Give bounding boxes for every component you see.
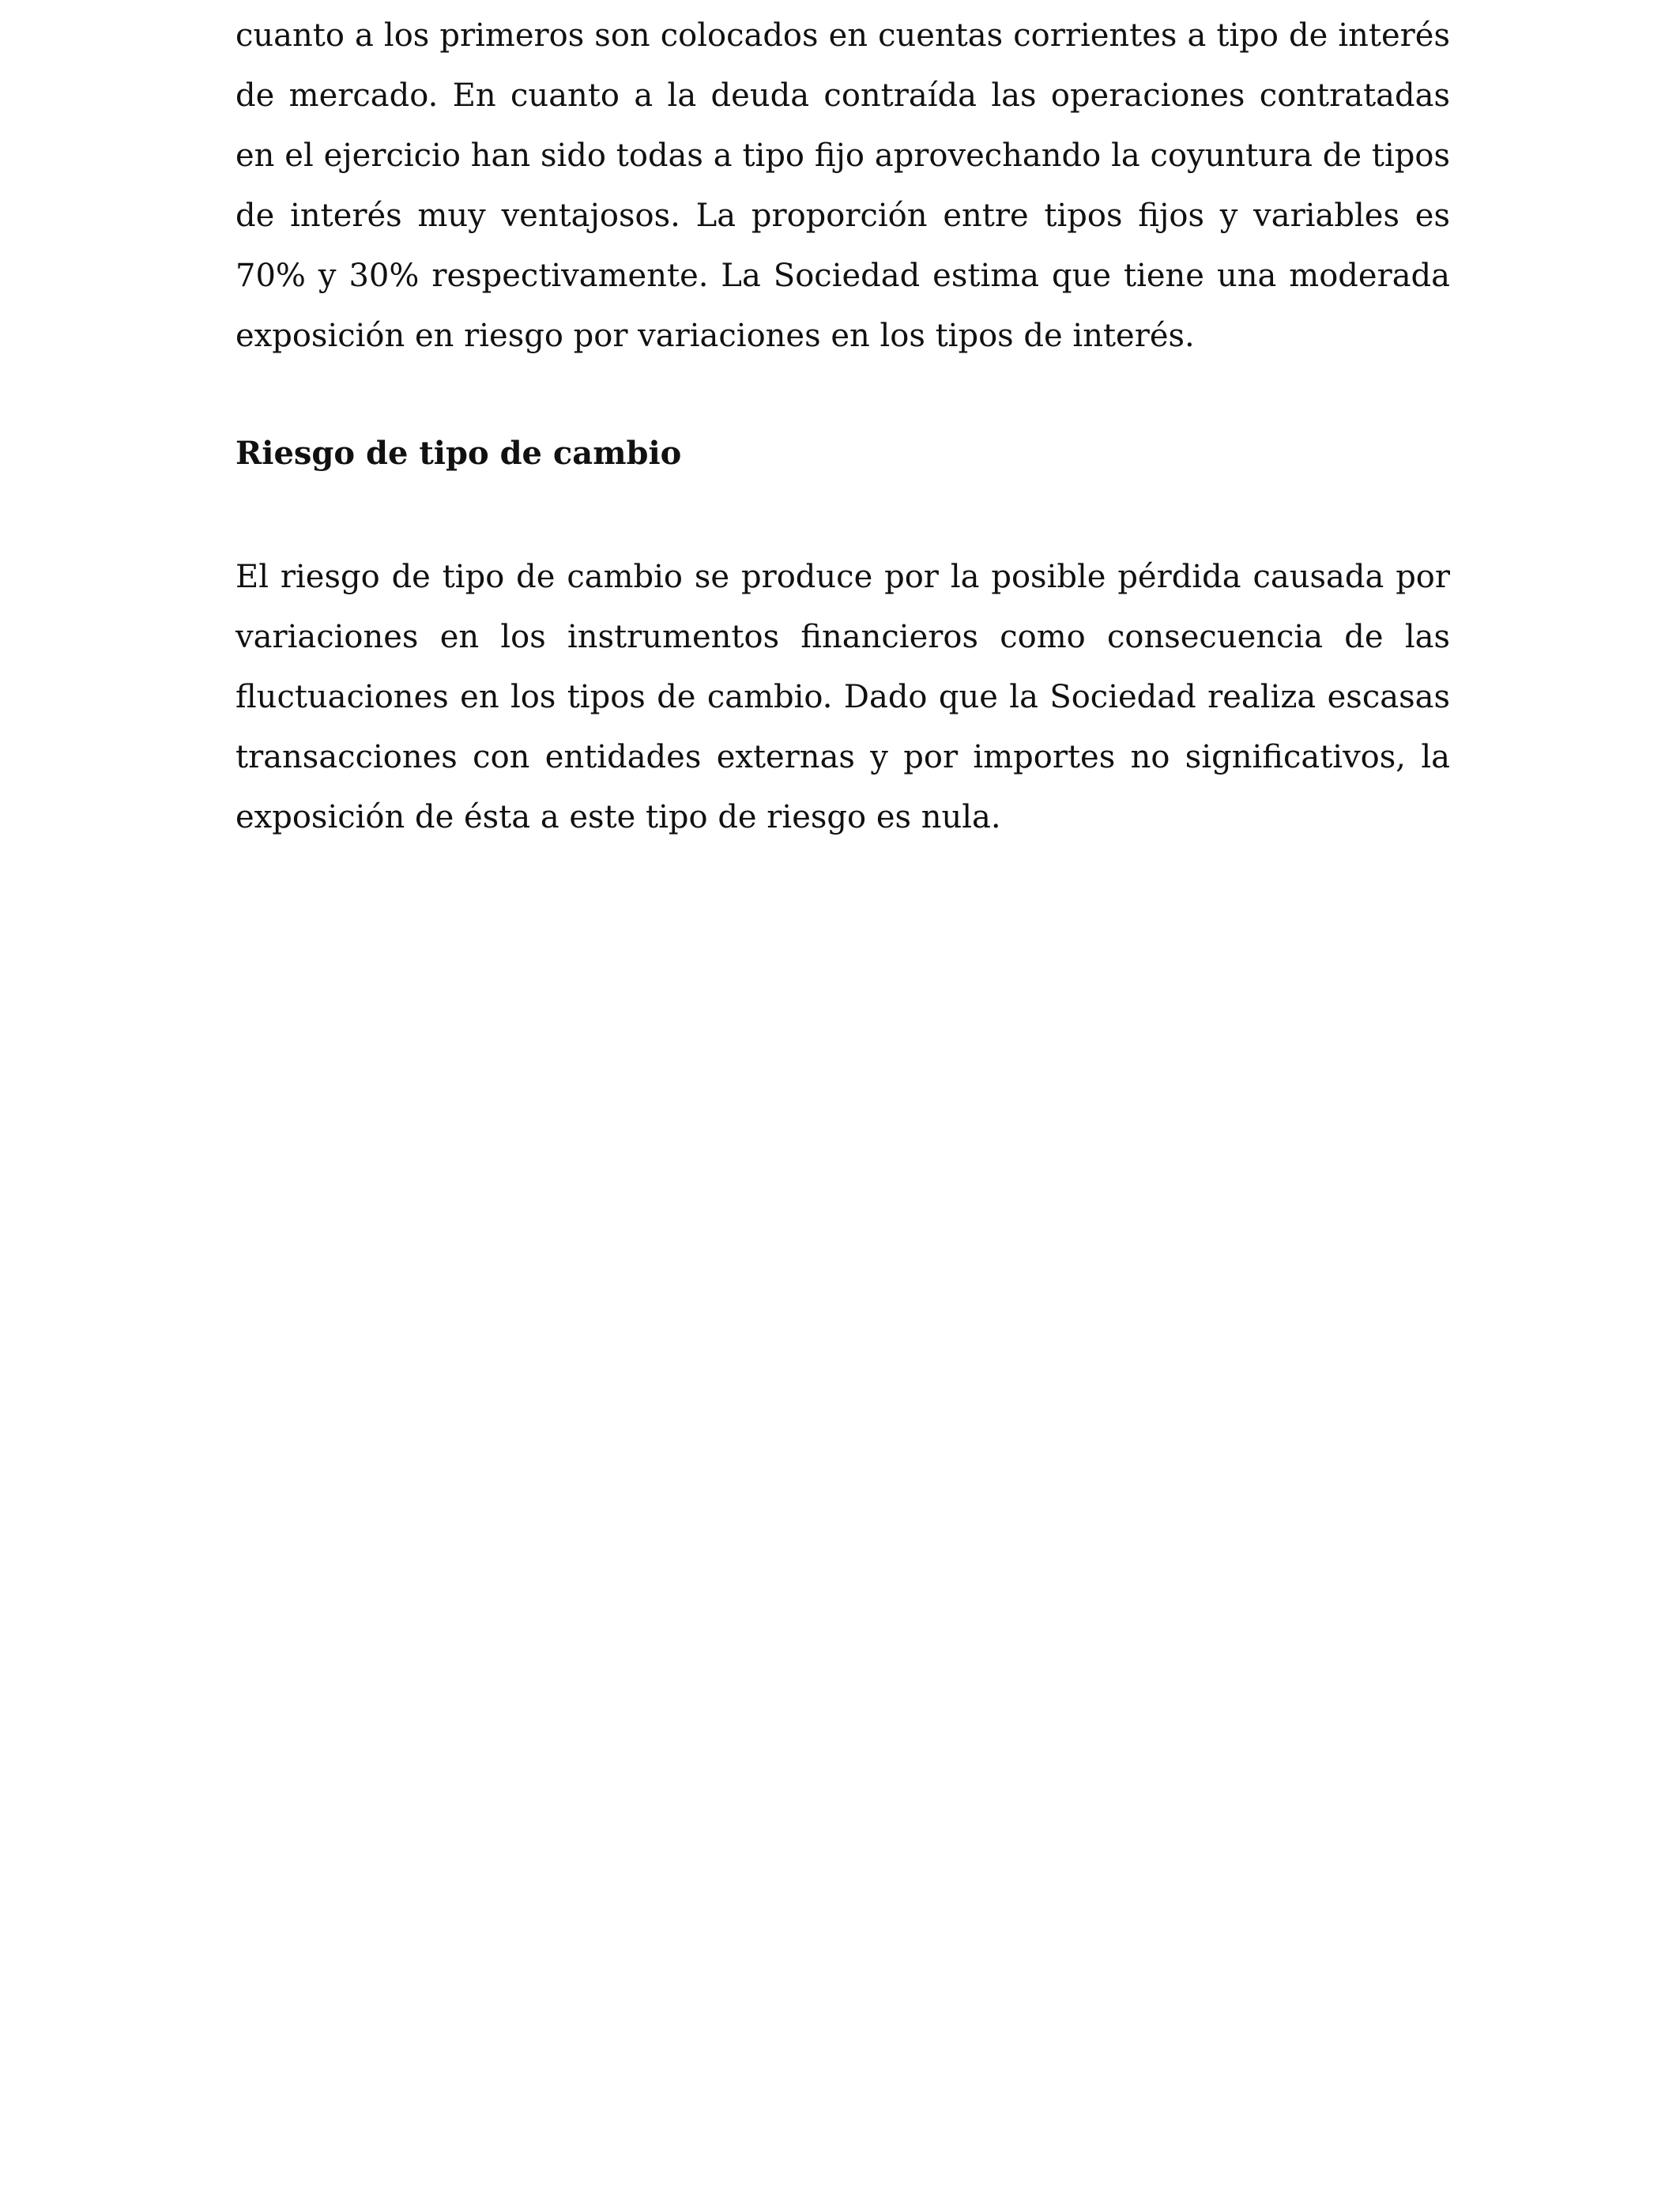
interest-rate-risk-paragraph: cuanto a los primeros son colocados en cuentas corrientes a tipo de interés de mercado. En cuanto a la deuda contraída las operaciones contratadas en el ejercicio han sido todas a tipo fijo aprovechando la coyuntura de tipos de interés muy ventajosos. La proporción entre tipos fijos y variables es 70% y 30% respectivamente. La Sociedad estima que tiene una moderada exposición en riesgo por variaciones en los tipos de interés. xyxy=(235,17,1450,354)
section-heading-exchange-rate-risk: Riesgo de tipo de cambio xyxy=(235,435,682,472)
exchange-rate-risk-paragraph: El riesgo de tipo de cambio se produce por la posible pérdida causada por variaciones en los instrumentos financieros como consecuencia de las fluctuaciones en los tipos de cambio. Dado que la Sociedad realiza escasas transacciones con entidades externas y por importes no significativos, la exposición de ésta a este tipo de riesgo es nula. xyxy=(235,559,1450,835)
